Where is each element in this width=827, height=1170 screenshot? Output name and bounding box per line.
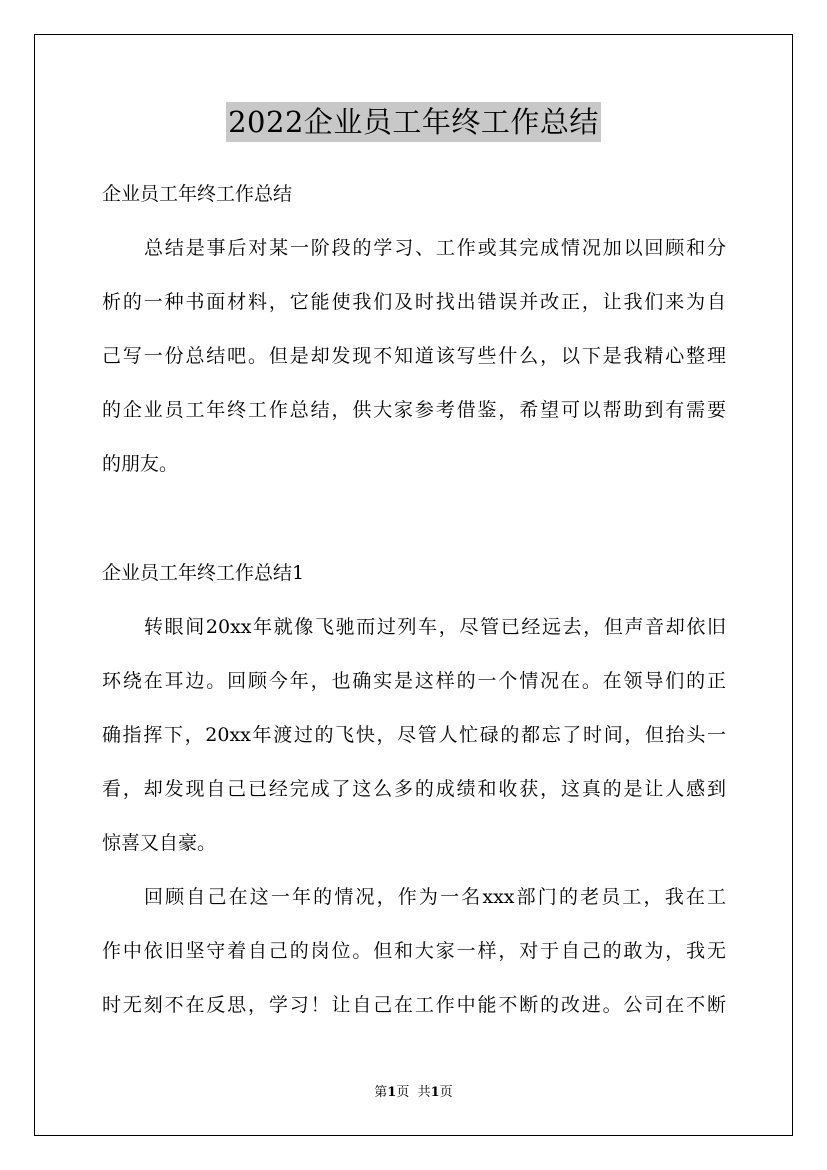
- total-pages: 1: [430, 1085, 440, 1100]
- intro-line-1: 总结是事后对某一阶段的学习、工作或其完成情况加以回顾和分: [144, 237, 726, 259]
- para1-line-4: 看，却发现自己已经完成了这么多的成绩和收获，这真的是让人感到: [102, 778, 726, 800]
- total-prefix: 共: [417, 1085, 431, 1100]
- intro-line-5: 的朋友。: [102, 453, 179, 475]
- intro-line-3: 己写一份总结吧。但是却发现不知道该写些什么，以下是我精心整理: [102, 345, 726, 367]
- page-suffix: 页: [396, 1085, 410, 1100]
- document-title: 2022企业员工年终工作总结: [226, 102, 601, 142]
- page-footer: [0, 1084, 827, 1102]
- intro-line-4: 的企业员工年终工作总结，供大家参考借鉴，希望可以帮助到有需要: [102, 399, 726, 421]
- para1-line-5: 惊喜又自豪。: [102, 832, 217, 854]
- total-suffix: 页: [439, 1085, 453, 1100]
- para2-line-2: 作中依旧坚守着自己的岗位。但和大家一样，对于自己的敢为，我无: [102, 940, 726, 962]
- para2-line-3: 时无刻不在反思，学习！让自己在工作中能不断的改进。公司在不断: [102, 994, 726, 1016]
- intro-line-2: 析的一种书面材料，它能使我们及时找出错误并改正，让我们来为自: [102, 291, 726, 313]
- para1-line-3: 确指挥下，20xx年渡过的飞快，尽管人忙碌的都忘了时间，但抬头一: [102, 724, 726, 746]
- section-heading-1: 企业员工年终工作总结1: [102, 562, 305, 584]
- title-container: [0, 102, 827, 142]
- para2-line-1: 回顾自己在这一年的情况，作为一名xxx部门的老员工，我在工: [144, 886, 726, 908]
- page-prefix: 第: [374, 1085, 388, 1100]
- para1-line-2: 环绕在耳边。回顾今年，也确实是这样的一个情况在。在领导们的正: [102, 670, 726, 692]
- para1-line-1: 转眼间20xx年就像飞驰而过列车，尽管已经远去，但声音却依旧: [144, 616, 726, 638]
- page-number: 1: [387, 1085, 397, 1100]
- document-subtitle: 企业员工年终工作总结: [102, 183, 293, 205]
